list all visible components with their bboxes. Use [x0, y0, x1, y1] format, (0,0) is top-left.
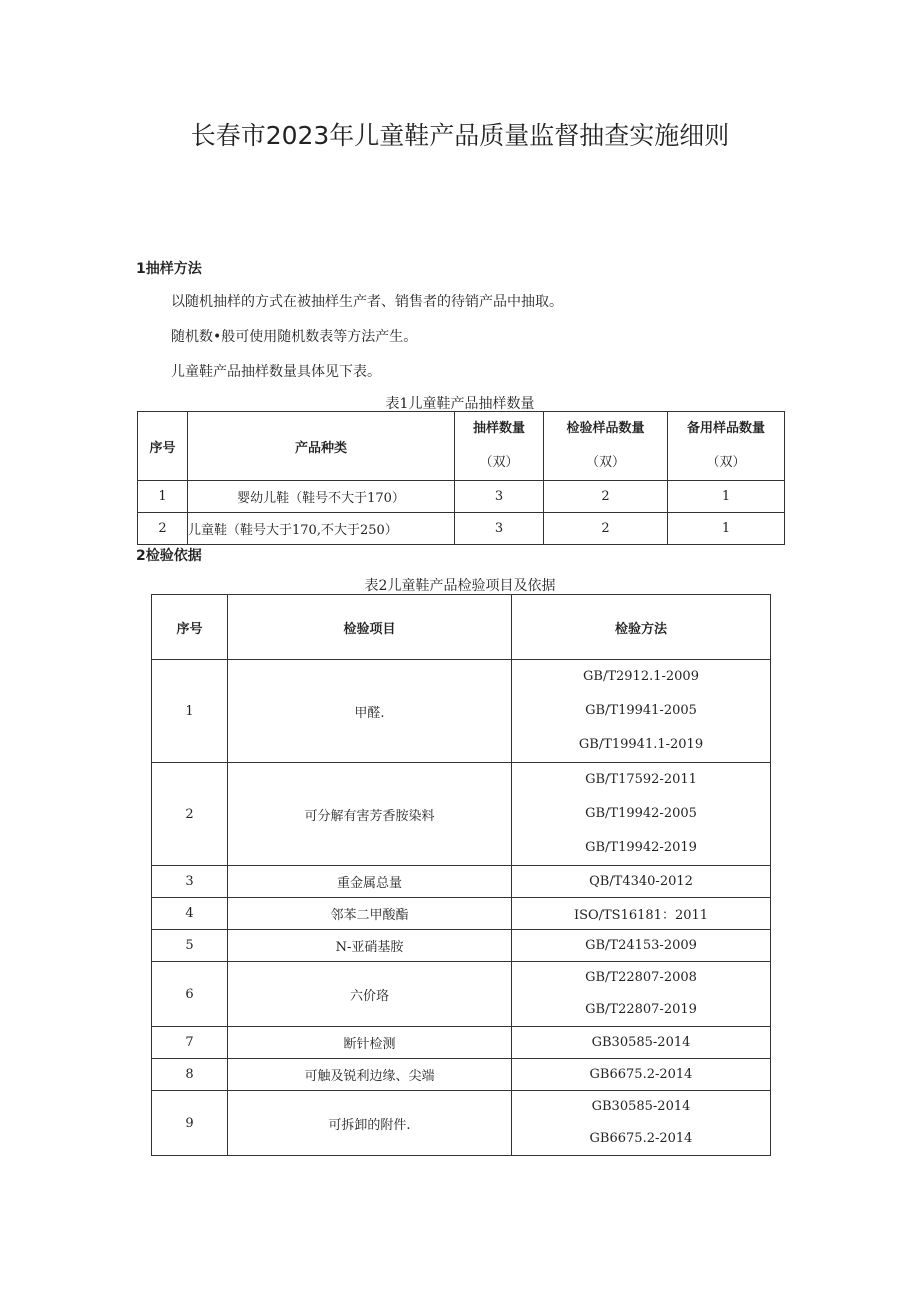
- method-standard: GB30585-2014: [512, 1027, 771, 1059]
- table2-cell-item: 甲醛.: [228, 660, 512, 763]
- table1-caption: 表1儿童鞋产品抽样数量: [385, 396, 535, 412]
- table2-cell-item: 断针检测: [228, 1027, 512, 1059]
- inspection-table: [151, 594, 771, 1156]
- section2-heading: 2检验依据: [136, 548, 202, 564]
- table2-cell-method: [512, 763, 771, 866]
- table2-header-row: [152, 595, 771, 660]
- table-row: [152, 1091, 771, 1156]
- table2-header-seq: 序号: [152, 595, 228, 660]
- table-row: [152, 763, 771, 866]
- table1-header-test: 检验样品数量 （双）: [544, 412, 668, 481]
- table1-cell-type: 婴幼儿鞋（鞋号不大于170）: [188, 481, 455, 513]
- table2-header-item: 检验项目: [228, 595, 512, 660]
- method-standard: QB/T4340-2012: [512, 866, 771, 898]
- table1-header-sample: 抽样数量 （双）: [455, 412, 544, 481]
- paragraph-2: 随机数•般可使用随机数表等方法产生。: [171, 329, 418, 345]
- table-row: [152, 1059, 771, 1091]
- table2-cell-item: 可拆卸的附件.: [228, 1091, 512, 1156]
- table1-header-seq: 序号: [138, 412, 188, 481]
- table1-header-spare: 备用样品数量 （双）: [668, 412, 785, 481]
- method-standard: GB6675.2-2014: [512, 1059, 771, 1091]
- table-row: [152, 660, 771, 763]
- table1-cell-type: 儿童鞋（鞋号大于170,不大于250）: [188, 513, 455, 545]
- table1-cell-seq: 1: [138, 481, 188, 513]
- method-standard: GB/T19942-2019: [585, 840, 697, 855]
- table2-cell-seq: 7: [152, 1027, 228, 1059]
- table2-header-method: 检验方法: [512, 595, 771, 660]
- method-standard: GB/T24153-2009: [512, 930, 771, 962]
- table2-cell-seq: 3: [152, 866, 228, 898]
- table2-cell-method: [512, 660, 771, 763]
- method-standard: GB/T19942-2005: [585, 806, 697, 821]
- table2-cell-item: 邻苯二甲酸酯: [228, 898, 512, 930]
- table2-cell-seq: 4: [152, 898, 228, 930]
- table2-cell-seq: 8: [152, 1059, 228, 1091]
- table1-header-type: 产品种类: [188, 412, 455, 481]
- table2-cell-method: [512, 962, 771, 1027]
- method-standard: GB30585-2014: [591, 1099, 691, 1114]
- table1-cell-spare: 1: [668, 481, 785, 513]
- table2-cell-item: 可分解有害芳香胺染料: [228, 763, 512, 866]
- table1-cell-spare: 1: [668, 513, 785, 545]
- method-standard: ISO/TS16181：2011: [512, 898, 771, 930]
- table2-cell-item: 可触及锐利边缘、尖端: [228, 1059, 512, 1091]
- table-row: [152, 962, 771, 1027]
- table-row: [138, 481, 785, 513]
- method-standard: GB6675.2-2014: [589, 1131, 693, 1146]
- table-row: [138, 513, 785, 545]
- table2-caption: 表2儿童鞋产品检验项目及依据: [364, 578, 556, 594]
- table1-cell-sample: 3: [455, 481, 544, 513]
- page-title: 长春市2023年儿童鞋产品质量监督抽查实施细则: [190, 121, 730, 150]
- table2-cell-item: N-亚硝基胺: [228, 930, 512, 962]
- section1-heading: 1抽样方法: [136, 261, 202, 277]
- paragraph-3: 儿童鞋产品抽样数量具体见下表。: [171, 364, 381, 380]
- table2-cell-method: [512, 1091, 771, 1156]
- table1-cell-test: 2: [544, 481, 668, 513]
- sampling-table: [137, 411, 785, 545]
- table-row: [152, 898, 771, 930]
- table1-cell-seq: 2: [138, 513, 188, 545]
- table2-cell-item: 六价珞: [228, 962, 512, 1027]
- method-standard: GB/T22807-2008: [585, 970, 697, 985]
- table2-cell-seq: 2: [152, 763, 228, 866]
- method-standard: GB/T19941.1-2019: [578, 737, 704, 752]
- method-standard: GB/T17592-2011: [585, 772, 697, 787]
- table1-cell-sample: 3: [455, 513, 544, 545]
- table2-cell-seq: 1: [152, 660, 228, 763]
- table1-header-row: [138, 412, 785, 481]
- method-standard: GB/T2912.1-2009: [583, 669, 699, 684]
- table2-cell-seq: 5: [152, 930, 228, 962]
- table-row: [152, 930, 771, 962]
- method-standard: GB/T19941-2005: [585, 703, 697, 718]
- table2-cell-item: 重金属总量: [228, 866, 512, 898]
- table2-cell-seq: 9: [152, 1091, 228, 1156]
- table-row: [152, 1027, 771, 1059]
- table2-cell-seq: 6: [152, 962, 228, 1027]
- table1-cell-test: 2: [544, 513, 668, 545]
- paragraph-1: 以随机抽样的方式在被抽样生产者、销售者的待销产品中抽取。: [171, 294, 563, 310]
- table-row: [152, 866, 771, 898]
- method-standard: GB/T22807-2019: [585, 1002, 697, 1017]
